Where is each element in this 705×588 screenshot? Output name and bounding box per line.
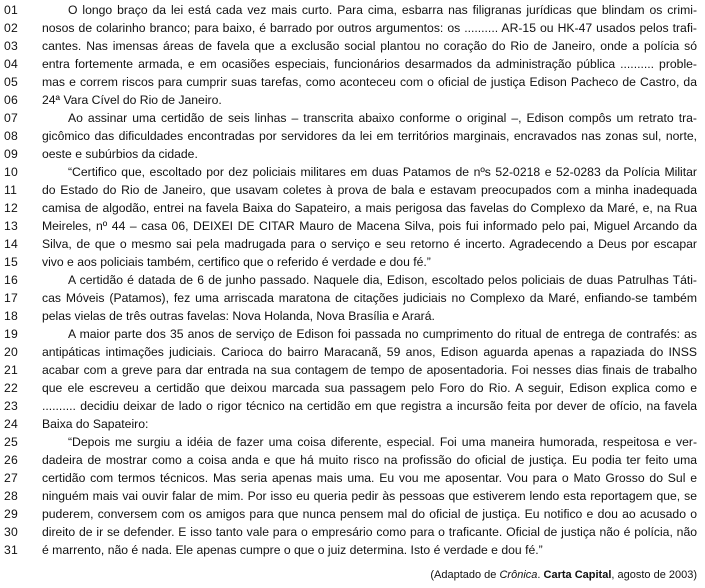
source-prefix: (Adaptado de — [430, 569, 500, 581]
text-line — [0, 487, 705, 505]
line-number: 08 — [4, 129, 18, 143]
line-number: 19 — [4, 327, 18, 341]
text-line — [0, 325, 705, 343]
line-number: 07 — [4, 111, 18, 125]
line-number: 02 — [4, 21, 18, 35]
line-number: 27 — [4, 471, 18, 485]
source-citation — [430, 567, 697, 583]
text-line — [0, 217, 705, 235]
line-number: 11 — [4, 183, 18, 197]
line-number: 05 — [4, 75, 18, 89]
text-line — [0, 307, 705, 325]
line-number: 22 — [4, 381, 18, 395]
line-text: acabar com a greve para dar entrada na sua contagem de tempo de aposentadoria. Foi nesses dias finais de trabalho — [42, 363, 697, 377]
text-line — [0, 271, 705, 289]
line-number: 24 — [4, 417, 18, 431]
source-suffix: , agosto de 2003) — [611, 569, 697, 581]
line-number: 14 — [4, 237, 18, 251]
line-text: Baixa do Sapateiro: — [42, 417, 149, 431]
line-text: Ao assinar uma certidão de seis linhas – transcrita abaixo conforme o original –, Edison compôs um retrato tra- — [68, 111, 697, 125]
text-line — [0, 73, 705, 91]
line-text: camisa de algodão, entrei na favela Baixa do Sapateiro, a mais perigosa das favelas do Complexo da Maré, e, na Rua — [42, 201, 697, 215]
line-number: 29 — [4, 507, 18, 521]
line-number: 04 — [4, 57, 18, 71]
text-line — [0, 379, 705, 397]
line-number: 20 — [4, 345, 18, 359]
line-text: direito de ir se defender. E isso tanto vale para o empresário como para o traficante. Oficial de justiça não é polícia, não — [42, 525, 697, 539]
line-text: mas e correm riscos para cumprir suas tarefas, como aconteceu com o oficial de justiça Edison Pacheco de Castro, da — [42, 75, 697, 89]
line-number: 26 — [4, 453, 18, 467]
line-number: 31 — [4, 543, 18, 557]
line-text: ninguém mais vai ouvir falar de mim. Por isso eu queria pedir às pessoas que estiverem lendo esta reportagem que, se — [42, 489, 697, 503]
line-text: dadeira de mostrar como a coisa anda e que há muito risco na profissão do oficial de justiça. Eu podia ter feito uma — [42, 453, 697, 467]
text-line — [0, 289, 705, 307]
text-line — [0, 235, 705, 253]
line-number: 18 — [4, 309, 18, 323]
text-line — [0, 37, 705, 55]
line-text: nosos de colarinho branco; para baixo, é barrado por outros argumentos: os .......... AR-15 ou HK-47 usados pelos trafi- — [42, 21, 697, 35]
text-line — [0, 127, 705, 145]
line-number: 09 — [4, 147, 18, 161]
line-number: 28 — [4, 489, 18, 503]
text-line — [0, 415, 705, 433]
line-number: 10 — [4, 165, 18, 179]
source-separator: . — [537, 569, 544, 581]
line-text: certidão com termos técnicos. Mas seria apenas mais uma. Eu vou me aposentar. Vou para o Mato Grosso do Sul e — [42, 471, 697, 485]
source-section: Crônica — [499, 569, 538, 581]
line-text: vivo e aos policiais também, certifico que o referido é verdade e dou fé.” — [42, 255, 431, 269]
line-text: A certidão é datada de 6 de junho passado. Naquele dia, Edison, escoltado pelos policiais de duas Patrulhas Táti- — [68, 273, 697, 287]
line-text: que ele escreveu a certidão que deixou marcada sua passagem pelo Foro do Rio. A seguir, Edison explica como e — [42, 381, 697, 395]
line-number: 13 — [4, 219, 18, 233]
line-text: Meireles, nº 44 – casa 06, DEIXEI DE CITAR Mauro de Macena Silva, pois fui informado pelo pai, Miguel Arcando da — [42, 219, 697, 233]
line-number: 16 — [4, 273, 18, 287]
line-number: 01 — [4, 3, 18, 17]
line-text: Silva, de que o mesmo sai pela madrugada para o serviço e seu retorno é incerto. Agradecendo a Deus por escapar — [42, 237, 697, 251]
text-line — [0, 433, 705, 451]
text-line — [0, 343, 705, 361]
line-number: 03 — [4, 39, 18, 53]
text-line — [0, 505, 705, 523]
line-number: 06 — [4, 93, 18, 107]
line-number: 23 — [4, 399, 18, 413]
line-number: 17 — [4, 291, 18, 305]
line-text: gicômico das dificuldades encontradas por servidores da lei em territórios marginais, encravados nas zonas sul, norte, — [42, 129, 697, 143]
line-number: 15 — [4, 255, 18, 269]
text-line — [0, 199, 705, 217]
line-text: cantes. Nas imensas áreas de favela que a exclusão social plantou no coração do Rio de Janeiro, onde a polícia só — [42, 39, 697, 53]
text-line — [0, 253, 705, 271]
line-text: pelas vielas de três outras favelas: Nova Holanda, Nova Brasília e Arará. — [42, 309, 435, 323]
line-text: “Depois me surgiu a idéia de fazer uma coisa diferente, especial. Foi uma maneira humorada, respeitosa e ver- — [68, 435, 697, 449]
text-line — [0, 469, 705, 487]
text-line — [0, 361, 705, 379]
text-line — [0, 163, 705, 181]
text-line — [0, 541, 705, 559]
text-line — [0, 55, 705, 73]
line-text: oeste e subúrbios da cidade. — [42, 147, 198, 161]
line-number: 12 — [4, 201, 18, 215]
line-text: .......... decidiu deixar de lado o rigor técnico na certidão em que registra a incursão feita por dever de ofício, na favela — [42, 399, 697, 413]
line-text: O longo braço da lei está cada vez mais curto. Para cima, esbarra nas filigranas jurídicas que blindam os crimi- — [68, 3, 697, 17]
text-line — [0, 19, 705, 37]
text-line — [0, 523, 705, 541]
text-line — [0, 181, 705, 199]
line-text: A maior parte dos 35 anos de serviço de Edison foi passada no cumprimento do ritual de entrega de contrafés: as — [68, 327, 697, 341]
line-text: é marrento, não é nada. Ele apenas cumpre o que o juiz determina. Isto é verdade e dou fé.” — [42, 543, 543, 557]
line-text: antipáticas intimações judiciais. Carioca do bairro Maracanã, 59 anos, Edison aguarda apenas a rapaziada do INSS — [42, 345, 697, 359]
text-line — [0, 109, 705, 127]
text-line — [0, 91, 705, 109]
source-publication: Carta Capital — [543, 569, 612, 581]
line-number: 25 — [4, 435, 18, 449]
line-text: entra fortemente armada, e em ocasiões especiais, funcionários desarmados da administração pública .......... proble- — [42, 57, 697, 71]
line-text: cas Móveis (Patamos), fez uma arriscada maratona de citações judiciais no Complexo da Maré, enfiando-se também — [42, 291, 697, 305]
text-line — [0, 1, 705, 19]
text-line — [0, 397, 705, 415]
line-text: 24ª Vara Cível do Rio de Janeiro. — [42, 93, 222, 107]
line-text: “Certifico que, escoltado por dez policiais militares em duas Patamos de nºs 52-0218 e 52-0283 da Polícia Militar — [68, 165, 697, 179]
line-number: 30 — [4, 525, 18, 539]
line-number: 21 — [4, 363, 18, 377]
text-line — [0, 451, 705, 469]
text-line — [0, 145, 705, 163]
line-text: do Estado do Rio de Janeiro, que usavam coletes à prova de bala e estavam preocupados com a minha inadequada — [42, 183, 697, 197]
line-text: puderem, conversem com os amigos para que nunca pensem mal do oficial de justiça. Eu notifico e dou ao acusado o — [42, 507, 697, 521]
